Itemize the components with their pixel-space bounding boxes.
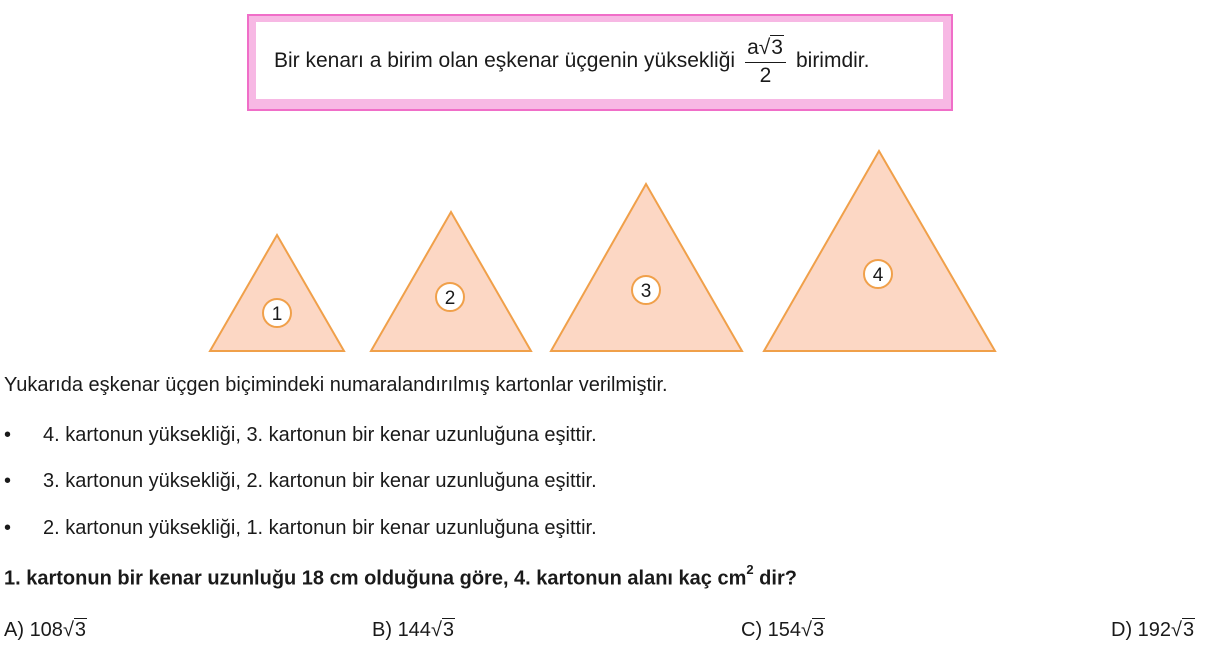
question-superscript: 2 xyxy=(746,562,754,577)
option-coef: 108 xyxy=(29,619,63,641)
sqrt-symbol: √3 xyxy=(430,619,455,641)
triangle-3-label: 3 xyxy=(640,281,652,302)
option-b[interactable] xyxy=(372,619,455,642)
sqrt-symbol: √3 xyxy=(758,35,783,59)
triangle-1-label: 1 xyxy=(271,304,283,325)
triangle-2-label: 2 xyxy=(444,288,456,309)
triangle-2-shape xyxy=(371,212,531,351)
option-radicand: 3 xyxy=(1183,619,1195,641)
sqrt-symbol: √3 xyxy=(62,619,87,641)
fraction-denominator: 2 xyxy=(759,63,772,87)
triangle-1-shape xyxy=(210,235,344,351)
bullet-text: 3. kartonun yüksekliği, 2. kartonun bir kenar uzunluğuna eşittir. xyxy=(43,470,597,492)
triangle-2 xyxy=(371,212,531,351)
triangle-3 xyxy=(551,184,742,351)
option-label: C) xyxy=(741,619,768,641)
option-radicand: 3 xyxy=(442,619,455,641)
bullet-text: 4. kartonun yüksekliği, 3. kartonun bir kenar uzunluğuna eşittir. xyxy=(43,424,597,446)
info-box xyxy=(247,14,953,111)
option-coef: 144 xyxy=(397,619,431,641)
option-c[interactable] xyxy=(741,619,825,642)
fraction-numerator xyxy=(745,36,786,63)
option-coef: 154 xyxy=(767,619,802,641)
option-radicand: 3 xyxy=(74,619,87,641)
option-radicand: 3 xyxy=(813,619,825,641)
info-text-after: birimdir. xyxy=(795,48,870,72)
question-suffix: dir? xyxy=(753,567,797,590)
triangle-4-shape xyxy=(764,151,995,351)
triangle-4 xyxy=(764,151,995,351)
numerator-radicand: 3 xyxy=(771,35,783,59)
sqrt-symbol: √3 xyxy=(1171,619,1195,641)
question-text xyxy=(4,562,797,591)
bullet-dot: • xyxy=(4,470,12,492)
info-text-before: Bir kenarı a birim olan eşkenar üçgenin yüksekliği xyxy=(274,48,736,72)
triangle-3-shape xyxy=(551,184,742,351)
option-label: B) xyxy=(372,619,398,641)
option-label: D) xyxy=(1111,619,1138,641)
option-a[interactable] xyxy=(4,619,87,642)
bullet-dot: • xyxy=(4,517,12,539)
height-fraction xyxy=(745,36,786,88)
intro-text: Yukarıda eşkenar üçgen biçimindeki numaralandırılmış kartonlar verilmiştir. xyxy=(4,374,668,396)
option-d[interactable] xyxy=(1111,619,1195,642)
triangle-4-label: 4 xyxy=(872,265,884,286)
bullet-dot: • xyxy=(4,424,12,446)
sqrt-symbol: √3 xyxy=(801,619,825,641)
triangles-figure xyxy=(0,140,1214,360)
triangle-1 xyxy=(210,235,344,351)
option-label: A) xyxy=(4,619,30,641)
info-box-content xyxy=(256,22,943,99)
bullet-text: 2. kartonun yüksekliği, 1. kartonun bir kenar uzunluğuna eşittir. xyxy=(43,517,597,539)
option-coef: 192 xyxy=(1137,619,1172,641)
question-main: 1. kartonun bir kenar uzunluğu 18 cm olduğuna göre, 4. kartonun alanı kaç cm xyxy=(4,567,747,590)
numerator-variable: a xyxy=(747,35,759,59)
